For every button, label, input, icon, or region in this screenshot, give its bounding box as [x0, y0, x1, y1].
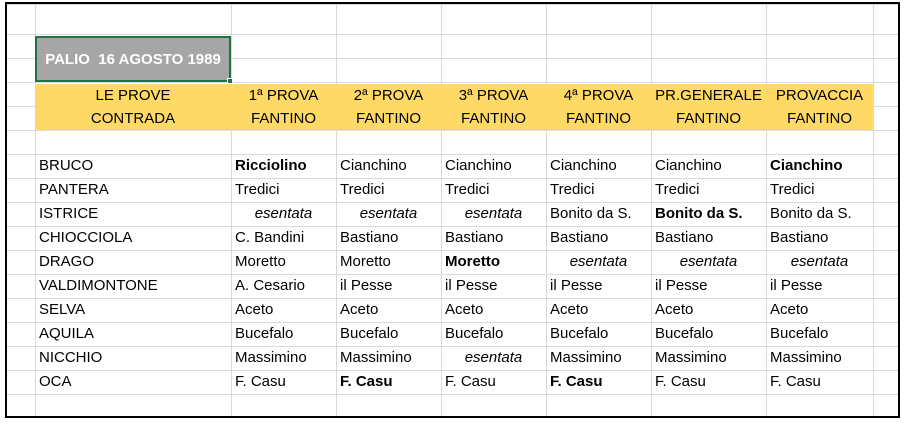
fantino-cell[interactable]: Aceto [340, 301, 379, 318]
fantino-cell[interactable]: Aceto [445, 301, 484, 318]
fantino-cell[interactable]: il Pesse [445, 277, 498, 294]
fantino-cell[interactable]: Bastiano [340, 229, 399, 246]
fantino-cell[interactable]: F. Casu [655, 373, 706, 390]
fantino-cell[interactable]: Massimino [235, 349, 307, 366]
fantino-cell[interactable]: Aceto [550, 301, 589, 318]
subheader-cell-3[interactable]: FANTINO [460, 110, 526, 127]
contrada-cell[interactable]: PANTERA [39, 181, 109, 198]
contrada-cell[interactable]: NICCHIO [39, 349, 103, 366]
subheader-cell-5[interactable]: FANTINO [675, 110, 741, 127]
fantino-cell[interactable]: Tredici [340, 181, 385, 198]
fantino-cell[interactable]: Massimino [655, 349, 727, 366]
header-cell-4[interactable]: 4ª PROVA [563, 87, 634, 104]
fantino-cell[interactable]: C. Bandini [235, 229, 305, 246]
fantino-cell[interactable]: Moretto [445, 253, 500, 270]
header-cell-2[interactable]: 2ª PROVA [353, 87, 424, 104]
fantino-cell[interactable]: Bonito da S. [655, 205, 743, 222]
fantino-cell[interactable]: Bastiano [655, 229, 714, 246]
contrada-cell[interactable]: OCA [39, 373, 72, 390]
spreadsheet-frame [5, 2, 900, 418]
row-gridline [7, 394, 900, 395]
fantino-cell[interactable]: Bastiano [770, 229, 829, 246]
row-gridline [7, 82, 900, 83]
fantino-cell[interactable]: esentata [254, 205, 313, 222]
fantino-cell[interactable]: il Pesse [550, 277, 603, 294]
fantino-cell[interactable]: esentata [359, 205, 418, 222]
fill-handle[interactable] [227, 78, 233, 84]
fantino-cell[interactable]: Tredici [235, 181, 280, 198]
fantino-cell[interactable]: esentata [464, 205, 523, 222]
fantino-cell[interactable]: Ricciolino [235, 157, 307, 174]
fantino-cell[interactable]: Tredici [770, 181, 815, 198]
fantino-cell[interactable]: Tredici [550, 181, 595, 198]
fantino-cell[interactable]: Bonito da S. [770, 205, 852, 222]
fantino-cell[interactable]: il Pesse [770, 277, 823, 294]
fantino-cell[interactable]: Bucefalo [655, 325, 714, 342]
fantino-cell[interactable]: Bucefalo [770, 325, 829, 342]
subheader-cell-4[interactable]: FANTINO [565, 110, 631, 127]
fantino-cell[interactable]: Tredici [655, 181, 700, 198]
fantino-cell[interactable]: Massimino [550, 349, 622, 366]
fantino-cell[interactable]: Cianchino [550, 157, 617, 174]
contrada-cell[interactable]: SELVA [39, 301, 86, 318]
fantino-cell[interactable]: F. Casu [445, 373, 496, 390]
fantino-cell[interactable]: A. Cesario [235, 277, 306, 294]
fantino-cell[interactable]: F. Casu [770, 373, 821, 390]
row-gridline [7, 130, 900, 131]
row-gridline [7, 34, 900, 35]
fantino-cell[interactable]: Bastiano [550, 229, 609, 246]
header-cell-6[interactable]: PROVACCIA [775, 87, 864, 104]
fantino-cell[interactable]: esentata [569, 253, 628, 270]
header-cell-5[interactable]: PR.GENERALE [655, 87, 762, 104]
header-band [35, 84, 873, 130]
fantino-cell[interactable]: esentata [679, 253, 738, 270]
subheader-cell-1[interactable]: FANTINO [250, 110, 316, 127]
fantino-cell[interactable]: il Pesse [340, 277, 393, 294]
fantino-cell[interactable]: Cianchino [770, 157, 843, 174]
column-gridline [873, 4, 874, 418]
fantino-cell[interactable]: F. Casu [235, 373, 286, 390]
fantino-cell[interactable]: Bonito da S. [550, 205, 632, 222]
fantino-cell[interactable]: Massimino [770, 349, 842, 366]
contrada-cell[interactable]: CHIOCCIOLA [39, 229, 133, 246]
header-cell-1[interactable]: 1ª PROVA [248, 87, 319, 104]
fantino-cell[interactable]: Bastiano [445, 229, 504, 246]
fantino-cell[interactable]: Cianchino [655, 157, 722, 174]
fantino-cell[interactable]: Bucefalo [235, 325, 294, 342]
contrada-cell[interactable]: VALDIMONTONE [39, 277, 158, 294]
fantino-cell[interactable]: esentata [464, 349, 523, 366]
fantino-cell[interactable]: Moretto [340, 253, 391, 270]
fantino-cell[interactable]: Aceto [235, 301, 274, 318]
fantino-cell[interactable]: Cianchino [340, 157, 407, 174]
fantino-cell[interactable]: Bucefalo [340, 325, 399, 342]
fantino-cell[interactable]: Tredici [445, 181, 490, 198]
contrada-cell[interactable]: BRUCO [39, 157, 94, 174]
subheader-cell-6[interactable]: FANTINO [786, 110, 852, 127]
fantino-cell[interactable]: Cianchino [445, 157, 512, 174]
subheader-cell-0[interactable]: CONTRADA [90, 110, 176, 127]
header-cell-0[interactable]: LE PROVE [95, 87, 171, 104]
fantino-cell[interactable]: esentata [790, 253, 849, 270]
subheader-cell-2[interactable]: FANTINO [355, 110, 421, 127]
fantino-cell[interactable]: F. Casu [550, 373, 603, 390]
fantino-cell[interactable]: Moretto [235, 253, 286, 270]
fantino-cell[interactable]: F. Casu [340, 373, 393, 390]
fantino-cell[interactable]: Bucefalo [445, 325, 504, 342]
contrada-cell[interactable]: DRAGO [39, 253, 95, 270]
fantino-cell[interactable]: il Pesse [655, 277, 708, 294]
title-cell[interactable]: PALIO 16 AGOSTO 1989 [35, 36, 231, 82]
row-gridline [7, 4, 900, 5]
fantino-cell[interactable]: Massimino [340, 349, 412, 366]
fantino-cell[interactable]: Aceto [655, 301, 694, 318]
header-cell-3[interactable]: 3ª PROVA [458, 87, 529, 104]
contrada-cell[interactable]: AQUILA [39, 325, 95, 342]
fantino-cell[interactable]: Aceto [770, 301, 809, 318]
contrada-cell[interactable]: ISTRICE [39, 205, 99, 222]
fantino-cell[interactable]: Bucefalo [550, 325, 609, 342]
